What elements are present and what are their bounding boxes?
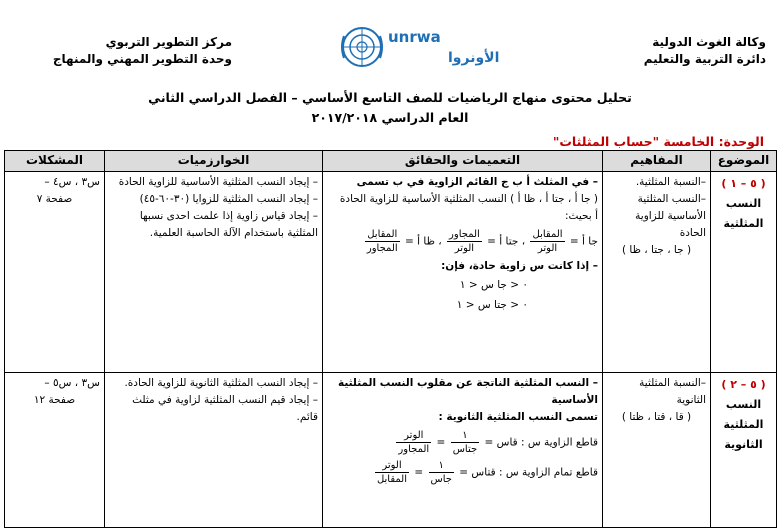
concept-item: –النسبة المثلثية الثانوية [639, 377, 706, 406]
topic-cell [711, 172, 777, 373]
un-emblem-icon [338, 22, 500, 72]
secant-formula: قاطع الزاوية س : قاس = $\frac{١}{\text{جتاس}}$ = $\frac{\text{الوتر}}{\text{المجاور}}$ [398, 430, 598, 455]
page-title: تحليل محتوى منهاج الرياضيات للصف التاسع الأساسي – الفصل الدراسي الثاني [148, 90, 632, 105]
header-department [12, 34, 232, 68]
fraction-hyp-adjacent [396, 429, 431, 456]
col-header-generalizations: التعميمات والحقائق [323, 151, 603, 172]
logo-arabic-text: الأونروا [448, 50, 500, 66]
cosecant-label: قاطع تمام الزاوية س : قتاس = [459, 466, 598, 479]
topic-number: ( ٥ – ١ ) [721, 177, 766, 190]
generalization-line: – النسب المثلثية الناتجة عن مقلوب النسب المثلثية الأساسية [337, 377, 598, 406]
generalization-line: – إذا كانت س زاوية حادة، فإن: [441, 260, 598, 272]
problems-cell [5, 172, 105, 373]
numerator: المجاور [449, 229, 480, 240]
numerator: المقابل [532, 229, 563, 240]
secant-label: قاطع الزاوية س : قاس = [484, 436, 598, 449]
denominator: جتاس [452, 444, 478, 455]
problems-cell [5, 373, 105, 528]
problems-line: صفحة ١٢ [33, 394, 76, 406]
topic-name-line: المثلثية [723, 418, 764, 431]
inequality: ٠ < جا س < ١ [459, 279, 528, 291]
numerator: الوتر [375, 459, 409, 473]
concept-item: ( جا ، جتا ، ظا ) [621, 244, 692, 256]
fraction-opposite-adjacent [365, 228, 400, 255]
numerator: ١ [451, 429, 479, 443]
denominator: المقابل [376, 474, 408, 485]
numerator: الوتر [396, 429, 431, 443]
cosine-label: ، جتا أ = [487, 235, 526, 248]
topic-name-line: النسب [725, 197, 762, 210]
fraction-opposite-hyp [530, 228, 564, 255]
fraction-adjacent-hyp [447, 228, 482, 255]
unit-title: الوحدة: الخامسة "حساب المثلثات" [552, 134, 764, 149]
concepts-cell [603, 172, 711, 373]
generalizations-cell [323, 373, 603, 528]
col-header-topic: الموضوع [711, 151, 777, 172]
generalization-line: تسمى النسب المثلثية الثانوية : [438, 411, 598, 423]
ratio-formulas [327, 228, 598, 255]
concept-item: –النسبة المثلثية. [635, 176, 706, 188]
denominator: المجاور [366, 243, 398, 254]
numerator: المقابل [365, 228, 400, 242]
numerator: ١ [429, 459, 454, 473]
topic-name-line: النسب [725, 398, 762, 411]
algorithms-cell [105, 373, 323, 528]
algorithm-item: – إيجاد النسب المثلثية للزوايا (٣٠-٦٠-٤٥) [139, 193, 318, 205]
algorithm-item: – إيجاد قيم النسب المثلثية لزاوية في مثلث قائم. [132, 394, 318, 423]
denominator: الوتر [537, 243, 558, 254]
logo-latin-text: unrwa [388, 28, 441, 46]
denominator: المجاور [398, 444, 430, 455]
tangent-label: ، ظا أ = [405, 235, 442, 248]
concept-item: –النسب المثلثية الأساسية للزاوية الحادة [635, 193, 706, 239]
content-analysis-table [4, 150, 777, 528]
topic-number: ( ٥ – ٢ ) [721, 378, 766, 391]
problems-line: صفحة ٧ [36, 193, 73, 205]
generalization-line: – في المثلث أ ب ج القائم الزاوية في ب تسمى [356, 176, 598, 188]
unrwa-logo [338, 22, 500, 72]
inequality: ٠ < جتا س < ١ [456, 299, 528, 311]
generalizations-cell [323, 172, 603, 373]
topic-cell [711, 373, 777, 528]
cosecant-formula: قاطع تمام الزاوية س : قتاس = $\frac{١}{\text{جاس}}$ = $\frac{\text{الوتر}}{\text{المقابل}}$ [376, 460, 598, 485]
sine-label: جا أ = [569, 235, 598, 248]
concepts-cell [603, 373, 711, 528]
concept-item: ( قا ، قتا ، ظتا ) [621, 411, 692, 423]
generalization-line: أ بحيث: [565, 210, 598, 222]
header-right-line-1: وكالة الغوث الدولية [652, 35, 766, 49]
topic-name-line: الثانوية [724, 438, 763, 451]
header-organization [566, 34, 766, 68]
table-row [5, 172, 777, 373]
algorithms-cell [105, 172, 323, 373]
algorithm-item: – إيجاد النسب المثلثية الأساسية للزاوية الحادة [118, 176, 318, 188]
table-header-row [5, 151, 777, 172]
header-right-line-2: دائرة التربية والتعليم [643, 52, 766, 66]
col-header-concepts: المفاهيم [603, 151, 711, 172]
algorithm-item: – إيجاد قياس زاوية إذا علمت احدى نسبها المثلثية باستخدام الآلة الحاسبة العلمية. [139, 210, 318, 239]
header-left-line-1: مركز التطوير التربوي [105, 35, 232, 49]
header-left-line-2: وحدة التطوير المهني والمنهاج [52, 52, 232, 66]
fraction-hyp-opposite [375, 459, 409, 486]
problems-line: س٣ ، س٤ – [44, 176, 100, 188]
denominator: جاس [430, 474, 452, 485]
denominator: الوتر [454, 243, 475, 254]
fraction-one-cos [451, 429, 479, 456]
col-header-problems: المشكلات [5, 151, 105, 172]
algorithm-item: – إيجاد النسب المثلثية الثانوية للزاوية الحادة. [124, 377, 318, 389]
topic-name-line: المثلثية [723, 217, 764, 230]
problems-line: س٣ ، س٥ – [44, 377, 100, 389]
col-header-algorithms: الخوارزميات [105, 151, 323, 172]
fraction-one-sin [429, 459, 454, 486]
table-row [5, 373, 777, 528]
academic-year: العام الدراسي ٢٠١٧/٢٠١٨ [311, 110, 469, 125]
generalization-line: ( جا أ ، جتا أ ، ظا أ ) النسب المثلثية الأساسية للزاوية الحادة [339, 193, 598, 205]
